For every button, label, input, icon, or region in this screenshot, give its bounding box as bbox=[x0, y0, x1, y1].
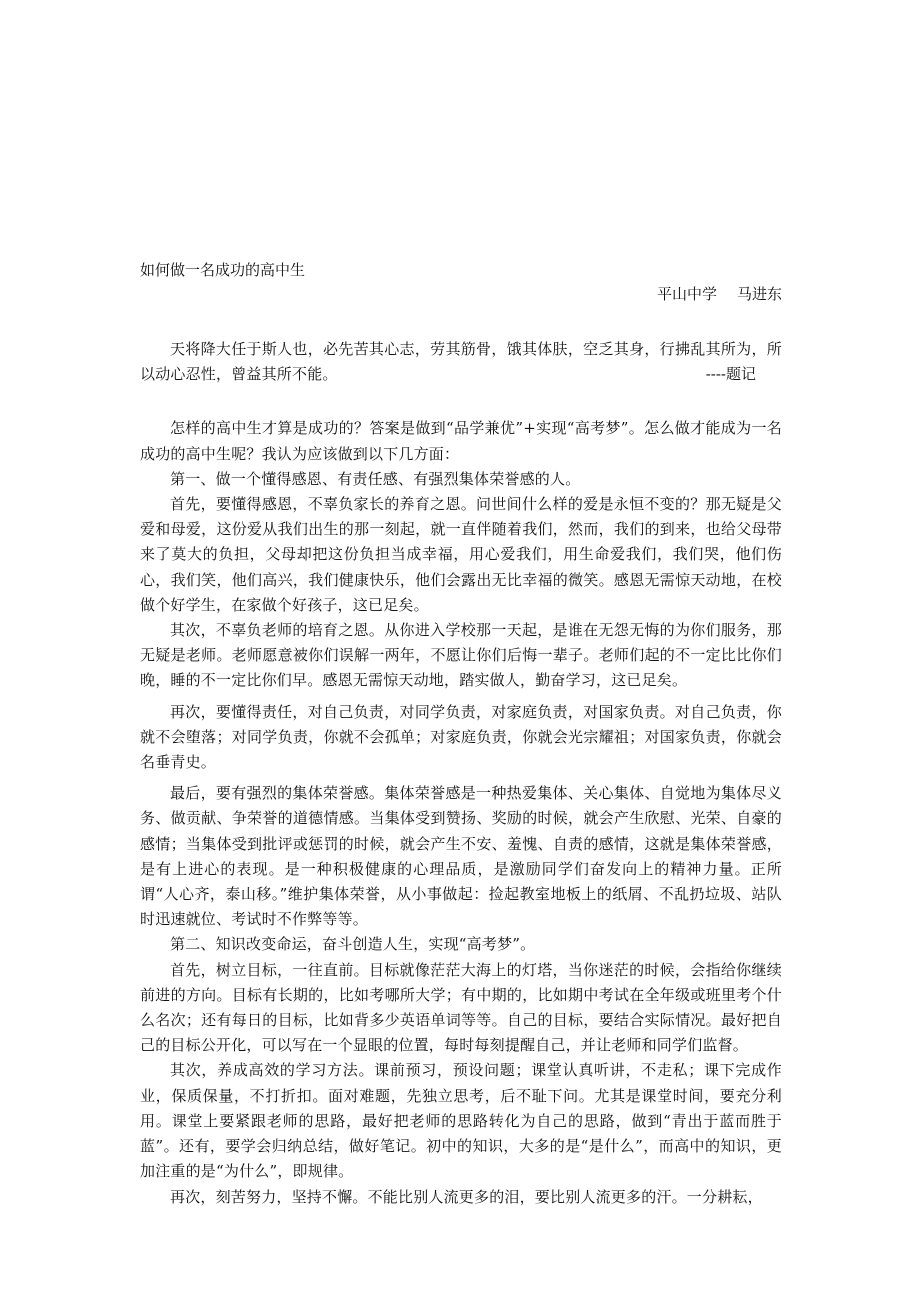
epigraph-sign: ----题记 bbox=[705, 365, 756, 384]
document-page bbox=[140, 258, 782, 1210]
epigraph: 天将降大任于斯人也，必先苦其心志，劳其筋骨，饿其体肤，空乏其身，行拂乱其所为，所以动心忍性，曾益其所不能。 bbox=[140, 340, 782, 384]
school-name: 平山中学 bbox=[656, 285, 717, 303]
paragraph: 再次，刻苦努力，坚持不懈。不能比别人流更多的泪，要比别人流更多的汗。一分耕耘， bbox=[170, 1187, 763, 1206]
paragraph: 怎样的高中生才算是成功的？答案是做到“品学兼优”+实现“高考梦”。怎么做才能成为一名成功的高中生呢？我认为应该做到以下几方面： bbox=[140, 419, 782, 463]
section-heading: 第二、知识改变命运，奋斗创造人生，实现“高考梦”。 bbox=[170, 935, 536, 954]
paragraph: 首先，树立目标，一往直前。目标就像茫茫大海上的灯塔，当你迷茫的时候，会指给你继续前进的方向。目标有长期的，比如考哪所大学；有中期的，比如期中考试在全年级或班里考个什么名次；还有每日的目标，比如背多少英语单词等等。自己的目标，要结合实际情况。最好把自己的目标公开化，可以写在一个显眼的位置，每时每刻提醒自己，并让老师和同学们监督。 bbox=[140, 960, 782, 1055]
paragraph: 首先，要懂得感恩，不辜负家长的养育之恩。问世间什么样的爱是永恒不变的？那无疑是父爱和母爱，这份爱从我们出生的那一刻起，就一直伴随着我们，然而，我们的到来，也给父母带来了莫大的负担，父母却把这份负担当成幸福，用心爱我们，用生命爱我们，我们哭，他们伤心，我们笑，他们高兴，我们健康快乐，他们会露出无比幸福的微笑。感恩无需惊天动地，在校做个好学生，在家做个好孩子，这已足矣。 bbox=[140, 495, 782, 614]
paragraph: 其次，不辜负老师的培育之恩。从你进入学校那一天起，是谁在无怨无悔的为你们服务，那无疑是老师。老师愿意被你们误解一两年，不愿让你们后悔一辈子。老师们起的不一定比比你们晚，睡的不一定比你们早。感恩无需惊天动地，踏实做人，勤奋学习，这已足矣。 bbox=[140, 621, 782, 690]
paragraph: 最后，要有强烈的集体荣誉感。集体荣誉感是一种热爱集体、关心集体、自觉地为集体尽义务、做贡献、争荣誉的道德情感。当集体受到赞扬、奖励的时候，就会产生欣慰、光荣、自豪的感情；当集体受到批评或惩罚的时候，就会产生不安、羞愧、自责的感情，这就是集体荣誉感，是有上进心的表现。是一种积极健康的心理品质，是激励同学们奋发向上的精神力量。正所谓“人心齐，泰山移。”维护集体荣誉，从小事做起：捡起教室地板上的纸屑、不乱扔垃圾、站队时迅速就位、考试时不作弊等等。 bbox=[140, 784, 782, 929]
paragraph: 再次，要懂得责任，对自己负责，对同学负责，对家庭负责，对国家负责。对自己负责，你就不会堕落；对同学负责，你就不会孤单；对家庭负责，你就会光宗耀祖；对国家负责，你就会名垂青史。 bbox=[140, 702, 782, 772]
author-line bbox=[140, 282, 782, 306]
section-heading: 第一、做一个懂得感恩、有责任感、有强烈集体荣誉感的人。 bbox=[170, 469, 581, 488]
author-name: 马进东 bbox=[736, 285, 782, 303]
paragraph: 其次，养成高效的学习方法。课前预习，预设问题；课堂认真听讲，不走私；课下完成作业，保质保量，不打折扣。面对难题，先独立思考，后不耻下问。尤其是课堂时间，要充分利用。课堂上要紧跟老师的思路，最好把老师的思路转化为自己的思路，做到“青出于蓝而胜于蓝”。还有，要学会归纳总结，做好笔记。初中的知识，大多的是“是什么”，而高中的知识，更加注重的是“为什么”，即规律。 bbox=[140, 1061, 782, 1181]
spacer bbox=[140, 387, 782, 416]
document-title: 如何做一名成功的高中生 bbox=[140, 261, 306, 279]
